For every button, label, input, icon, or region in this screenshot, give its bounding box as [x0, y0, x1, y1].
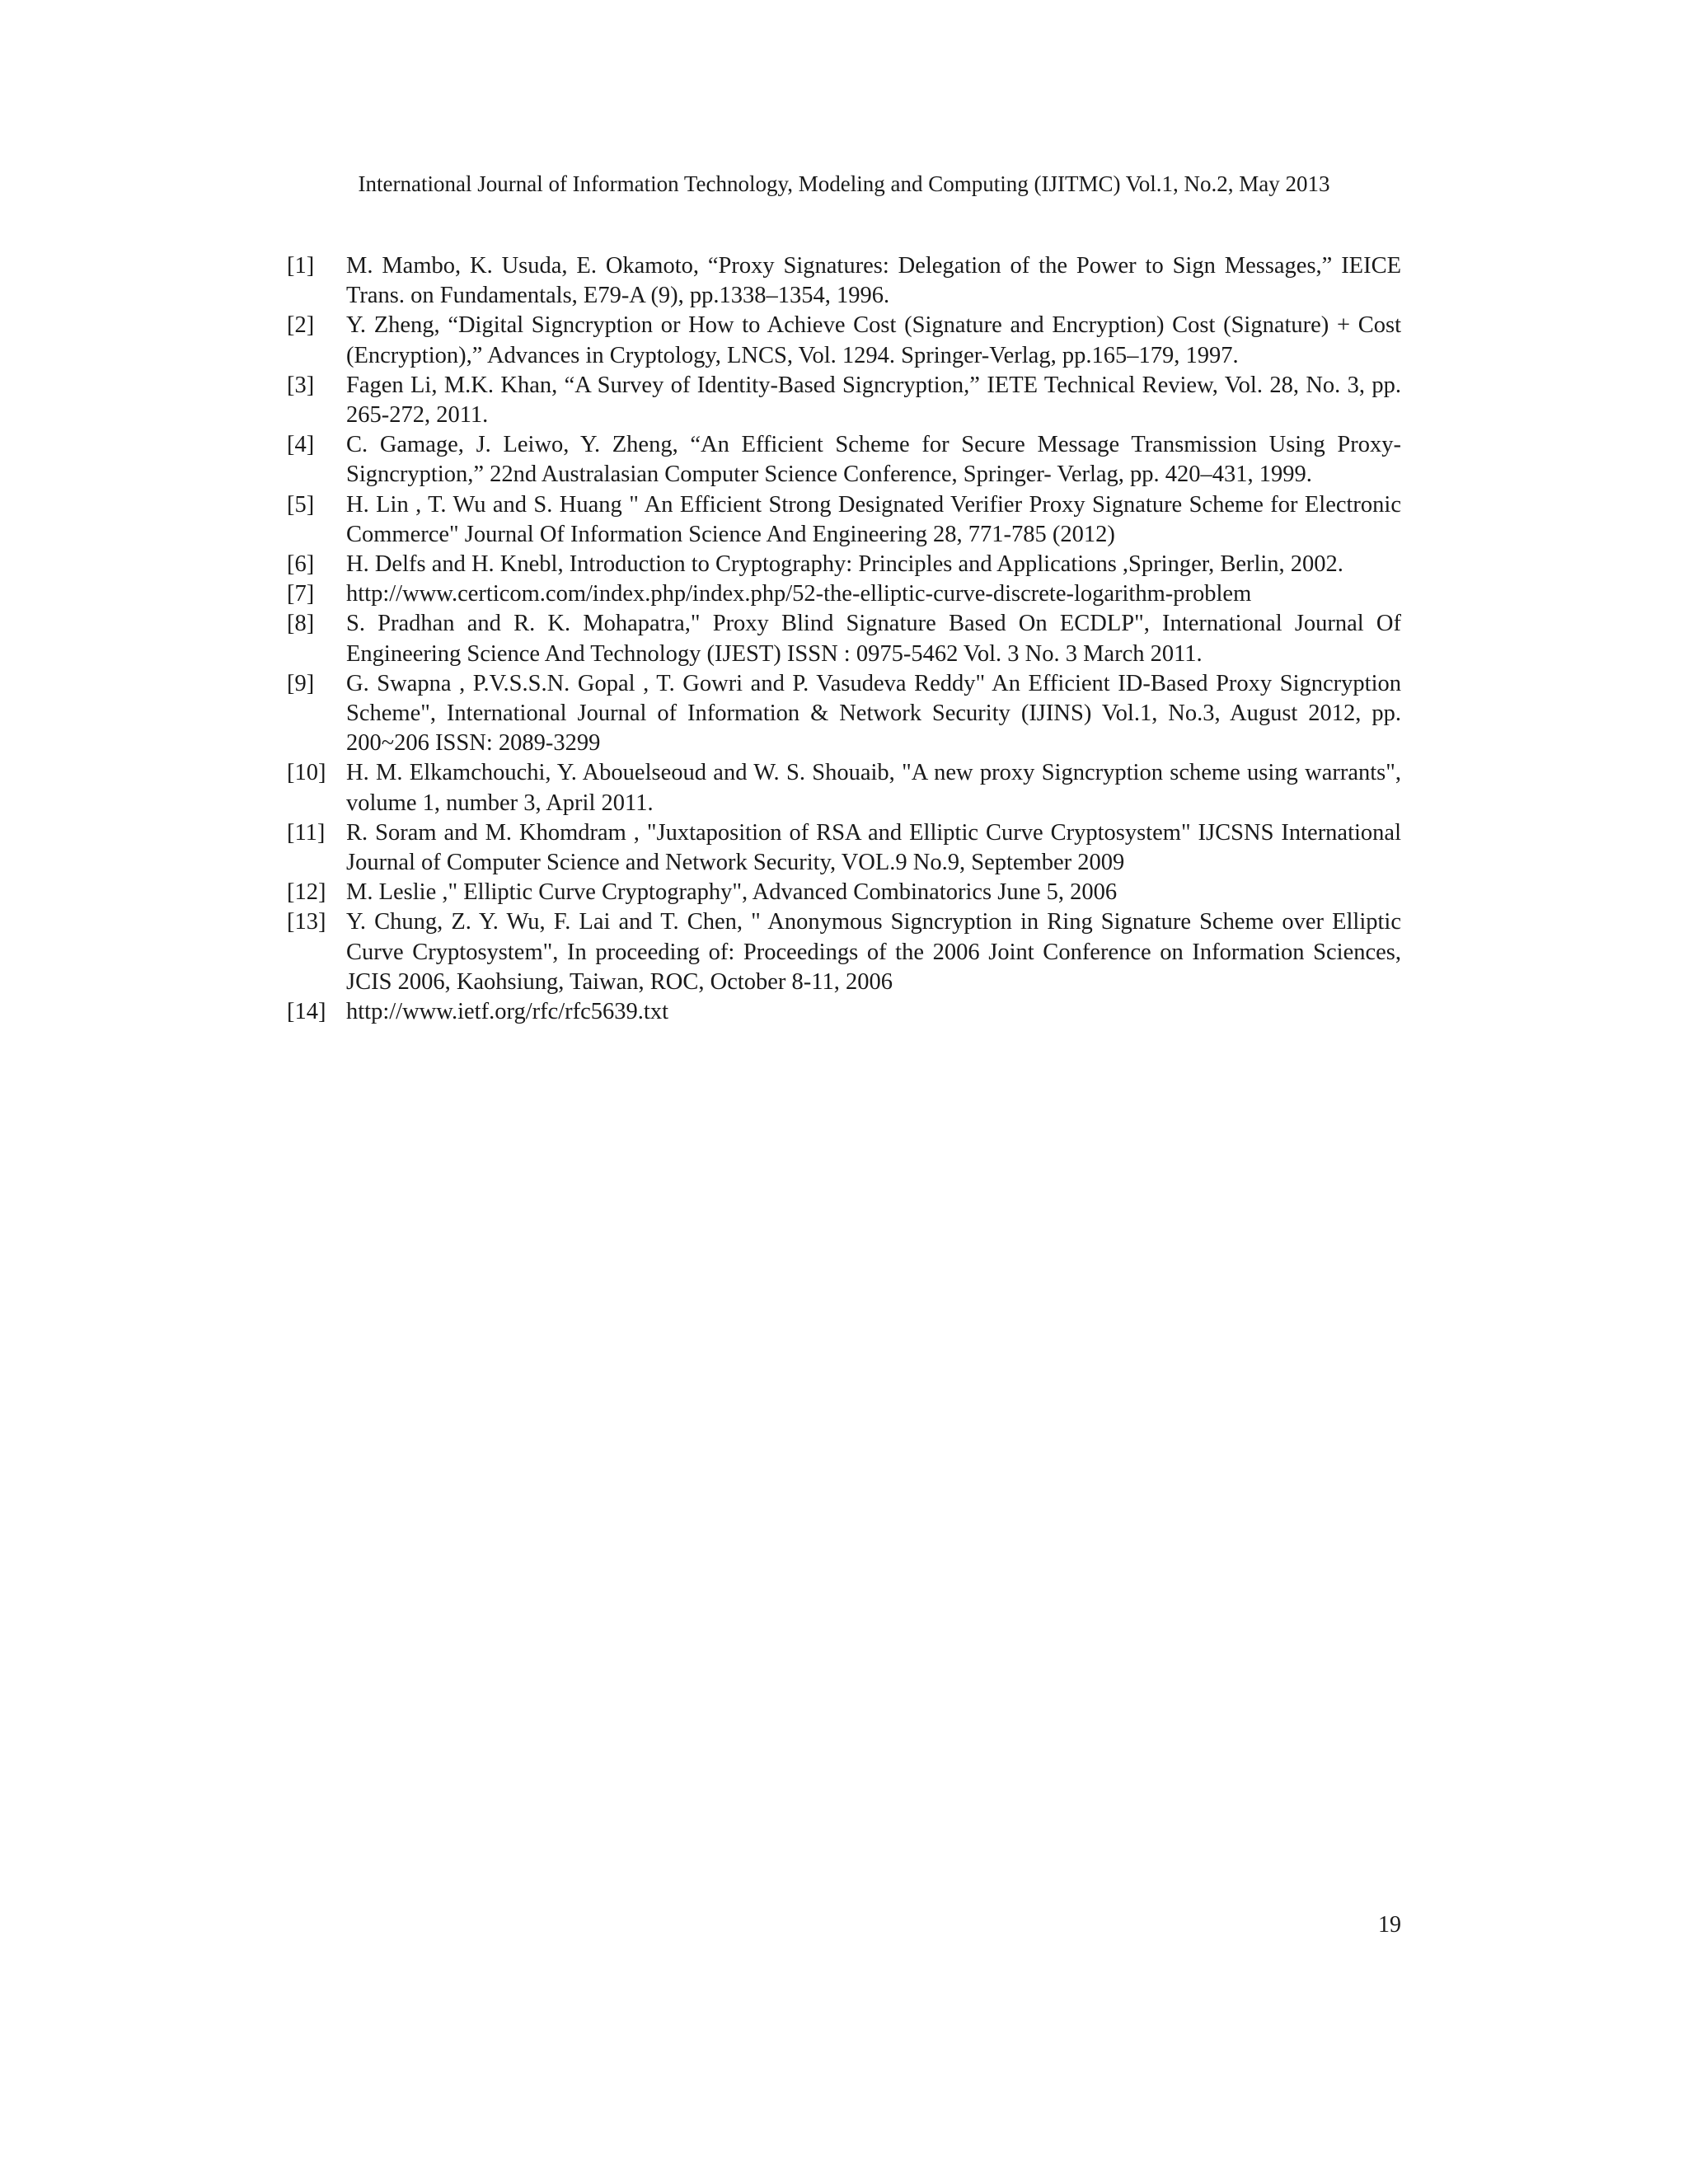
reference-number: [1] — [287, 253, 315, 279]
reference-text: C. Gamage, J. Leiwo, Y. Zheng, “An Efficient Scheme for Secure Message Transmission Using Proxy-Signcryption,” 22nd Australasian Computer Science Conference, Springer- Verlag, pp. 420–431, 1999. — [346, 432, 1401, 488]
reference-item — [287, 758, 1401, 818]
reference-item — [287, 878, 1401, 907]
reference-number: [13] — [287, 909, 326, 935]
reference-item — [287, 818, 1401, 878]
reference-number: [6] — [287, 551, 315, 578]
running-header: International Journal of Information Technology, Modeling and Computing (IJITMC) Vol.1, No.2, May 2013 — [358, 171, 1330, 196]
reference-item — [287, 609, 1401, 668]
reference-link[interactable]: http://www.certicom.com/index.php/index.php/52-the-elliptic-curve-discrete-logarithm-problem — [346, 581, 1252, 607]
reference-text: R. Soram and M. Khomdram , "Juxtaposition of RSA and Elliptic Curve Cryptosystem" IJCSNS International Journal of Computer Science and Network Security, VOL.9 No.9, September 2009 — [346, 819, 1401, 876]
reference-number: [14] — [287, 999, 326, 1025]
reference-item — [287, 371, 1401, 430]
reference-item — [287, 311, 1401, 370]
reference-item — [287, 997, 1401, 1027]
reference-text: Y. Zheng, “Digital Signcryption or How to Achieve Cost (Signature and Encryption) Cost (Signature) + Cost (Encryption),” Advances in Cryptology, LNCS, Vol. 1294. Springer-Verlag, pp.165–179, 1997. — [346, 312, 1401, 368]
reference-text: H. Delfs and H. Knebl, Introduction to Cryptography: Principles and Applications ,Springer, Berlin, 2002. — [346, 551, 1343, 578]
reference-number: [2] — [287, 312, 315, 339]
reference-number: [8] — [287, 611, 315, 637]
reference-number: [11] — [287, 819, 326, 846]
page-number: 19 — [1378, 1912, 1401, 1938]
reference-item — [287, 490, 1401, 550]
reference-number: [3] — [287, 372, 315, 398]
reference-text: M. Mambo, K. Usuda, E. Okamoto, “Proxy Signatures: Delegation of the Power to Sign Messages,” IEICE Trans. on Fundamentals, E79-A (9), pp.1338–1354, 1996. — [346, 253, 1401, 309]
reference-item — [287, 907, 1401, 997]
reference-item — [287, 550, 1401, 579]
reference-text: S. Pradhan and R. K. Mohapatra," Proxy Blind Signature Based On ECDLP", International Journal Of Engineering Science And Technology (IJEST) ISSN : 0975-5462 Vol. 3 No. 3 March 2011. — [346, 611, 1401, 667]
reference-number: [5] — [287, 491, 315, 518]
reference-number: [4] — [287, 432, 315, 458]
reference-number: [12] — [287, 879, 326, 906]
reference-number: [9] — [287, 670, 315, 696]
reference-number: [10] — [287, 760, 326, 786]
reference-item — [287, 579, 1401, 609]
reference-text: G. Swapna , P.V.S.S.N. Gopal , T. Gowri and P. Vasudeva Reddy" An Efficient ID-Based Proxy Signcryption Scheme", International Journal of Information & Network Security (IJINS) Vol.1, No.3, August 2012, pp. 200~206 ISSN: 2089-3299 — [346, 670, 1401, 757]
reference-text: H. Lin , T. Wu and S. Huang " An Efficient Strong Designated Verifier Proxy Signature Scheme for Electronic Commerce" Journal Of Information Science And Engineering 28, 771-785 (2012) — [346, 491, 1401, 547]
reference-item — [287, 251, 1401, 311]
reference-number: [7] — [287, 581, 315, 607]
reference-list — [287, 251, 1401, 1027]
reference-text: Fagen Li, M.K. Khan, “A Survey of Identity-Based Signcryption,” IETE Technical Review, Vol. 28, No. 3, pp. 265-272, 2011. — [346, 372, 1401, 429]
reference-item — [287, 669, 1401, 759]
reference-text: H. M. Elkamchouchi, Y. Abouelseoud and W. S. Shouaib, "A new proxy Signcryption scheme using warrants", volume 1, number 3, April 2011. — [346, 760, 1401, 816]
reference-link[interactable]: http://www.ietf.org/rfc/rfc5639.txt — [346, 999, 668, 1025]
reference-text: M. Leslie ," Elliptic Curve Cryptography", Advanced Combinatorics June 5, 2006 — [346, 879, 1118, 906]
reference-text: Y. Chung, Z. Y. Wu, F. Lai and T. Chen, " Anonymous Signcryption in Ring Signature Scheme over Elliptic Curve Cryptosystem", In proceeding of: Proceedings of the 2006 Joint Conference on Information Sciences, JCIS 2006, Kaohsiung, Taiwan, ROC, October 8-11, 2006 — [346, 909, 1401, 995]
reference-item — [287, 430, 1401, 490]
